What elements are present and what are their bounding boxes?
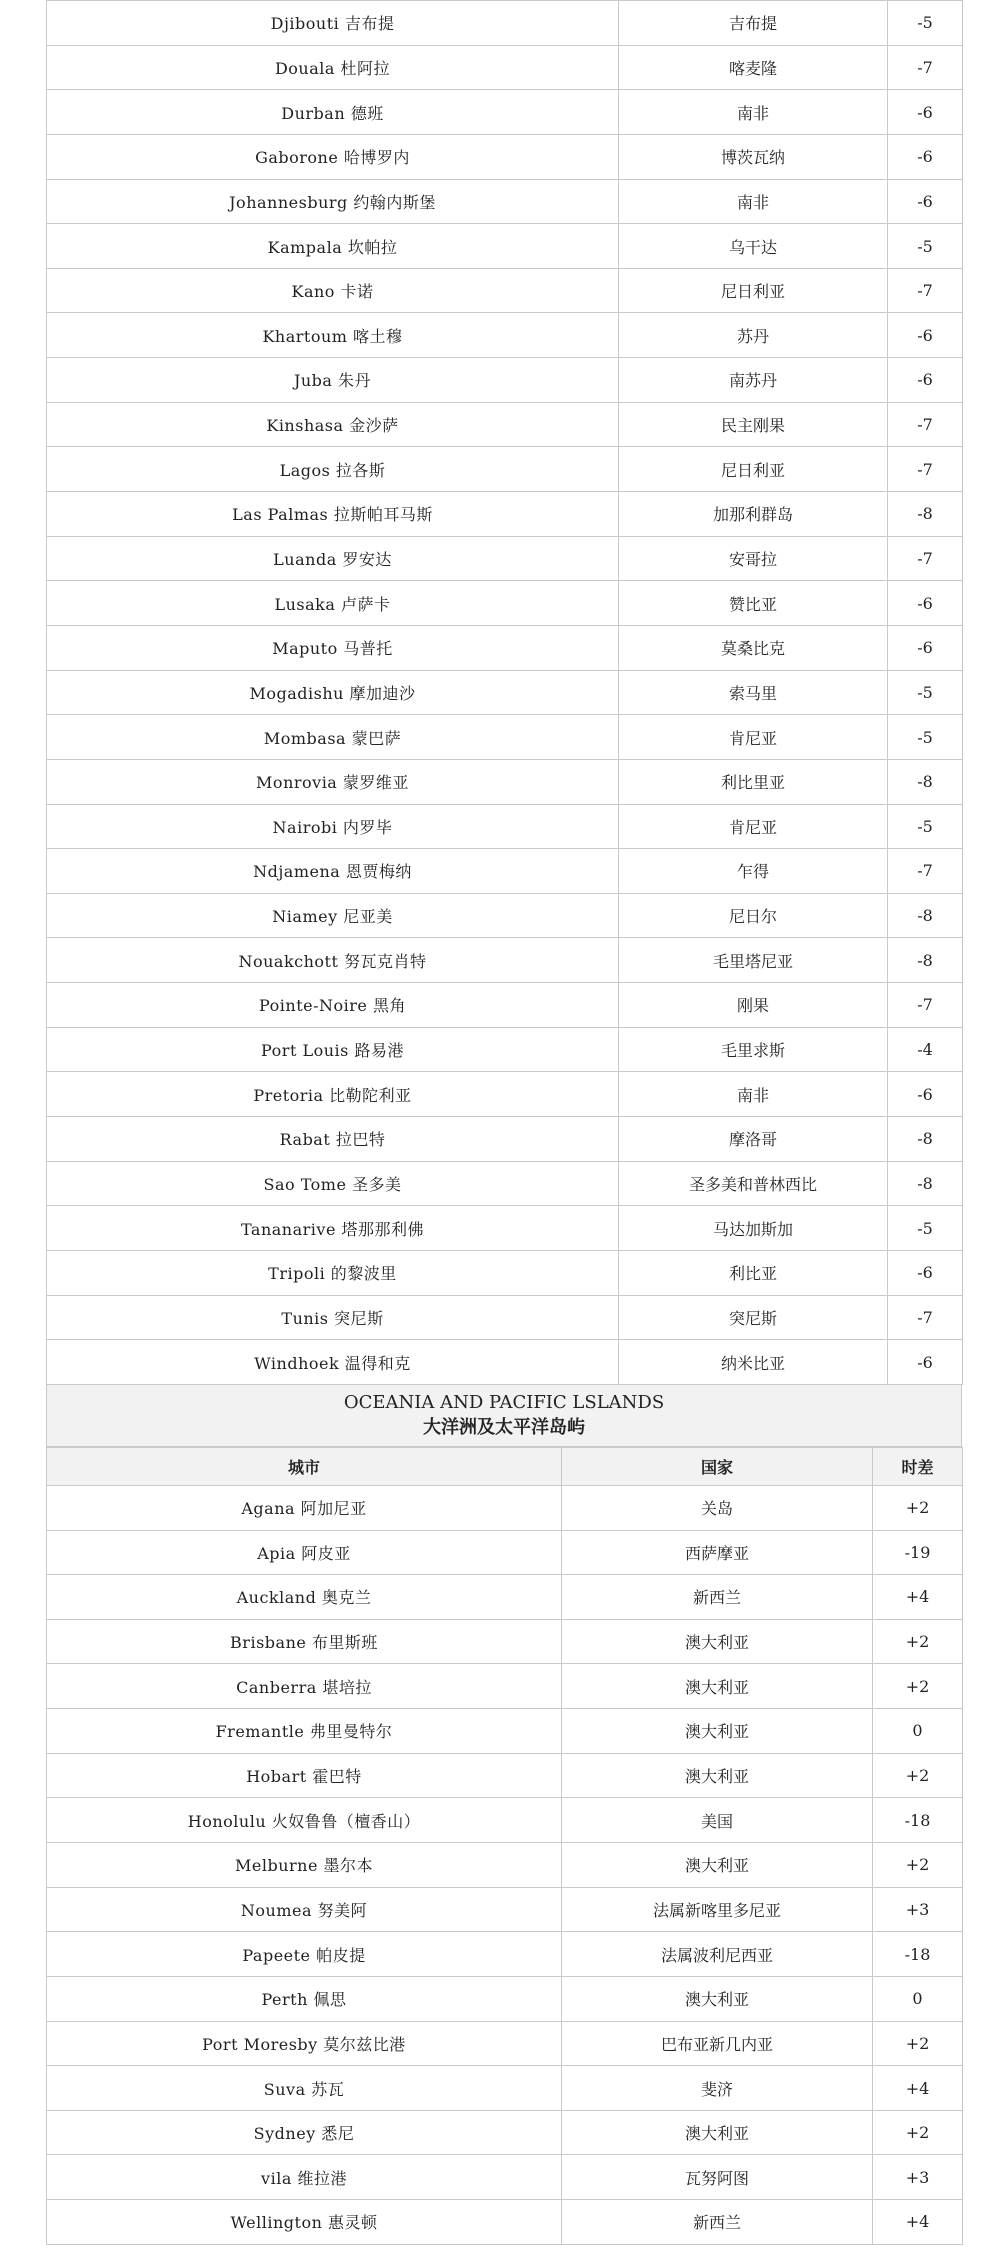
country-cell: 毛里求斯 [619,1027,888,1072]
time-difference-cell: -8 [888,759,963,804]
city-cell: Suva 苏瓦 [47,2066,562,2111]
city-cell: Perth 佩思 [47,1976,562,2021]
city-cell: Nouakchott 努瓦克肖特 [47,938,619,983]
time-difference-cell: -7 [888,849,963,894]
city-cell: Fremantle 弗里曼特尔 [47,1709,562,1754]
table-row [47,983,963,1028]
city-cell: Tananarive 塔那那利佛 [47,1206,619,1251]
country-cell: 利比亚 [619,1250,888,1295]
time-difference-cell: +4 [873,1575,963,1620]
time-difference-cell: -8 [888,893,963,938]
country-cell: 苏丹 [619,313,888,358]
city-cell: Johannesburg 约翰内斯堡 [47,179,619,224]
time-difference-cell: -8 [888,1161,963,1206]
city-cell: Noumea 努美阿 [47,1887,562,1932]
table-row [47,45,963,90]
time-difference-cell: -6 [888,179,963,224]
table-row [47,2200,963,2245]
table-row [47,1027,963,1072]
time-difference-cell: -19 [873,1530,963,1575]
country-cell: 斐济 [562,2066,873,2111]
city-cell: Nairobi 内罗毕 [47,804,619,849]
time-difference-cell: -6 [888,625,963,670]
country-cell: 肯尼亚 [619,804,888,849]
table-row [47,893,963,938]
time-difference-cell: +2 [873,1753,963,1798]
city-cell: Durban 德班 [47,90,619,135]
table-row [47,313,963,358]
time-difference-cell: -5 [888,224,963,269]
country-cell: 尼日尔 [619,893,888,938]
time-difference-cell: +2 [873,1485,963,1530]
time-difference-cell: -7 [888,983,963,1028]
table-row [47,492,963,537]
country-cell: 毛里塔尼亚 [619,938,888,983]
city-cell: Sao Tome 圣多美 [47,1161,619,1206]
column-header-country: 国家 [562,1447,873,1485]
table-row [47,715,963,760]
table-row [47,1932,963,1977]
country-cell: 澳大利亚 [562,1664,873,1709]
column-header-city: 城市 [47,1447,562,1485]
city-cell: Gaborone 哈博罗内 [47,134,619,179]
table-row [47,1072,963,1117]
timezone-document [46,0,962,2245]
city-cell: Hobart 霍巴特 [47,1753,562,1798]
country-cell: 肯尼亚 [619,715,888,760]
city-cell: Douala 杜阿拉 [47,45,619,90]
time-difference-cell: -7 [888,402,963,447]
section-title-zh: 大洋洲及太平洋岛屿 [423,1417,585,1439]
country-cell: 法属波利尼西亚 [562,1932,873,1977]
table-row [47,1798,963,1843]
city-cell: Windhoek 温得和克 [47,1340,619,1385]
table-row [47,1250,963,1295]
table-row [47,2066,963,2111]
time-difference-cell: -4 [888,1027,963,1072]
city-cell: Las Palmas 拉斯帕耳马斯 [47,492,619,537]
table-row [47,849,963,894]
time-difference-cell: -8 [888,1117,963,1162]
table-row [47,447,963,492]
table-row [47,1619,963,1664]
time-difference-cell: -18 [873,1932,963,1977]
city-cell: Lagos 拉各斯 [47,447,619,492]
country-cell: 加那利群岛 [619,492,888,537]
section-title-en: OCEANIA AND PACIFIC LSLANDS [343,1392,665,1414]
country-cell: 南苏丹 [619,358,888,403]
country-cell: 索马里 [619,670,888,715]
time-difference-cell: -5 [888,1,963,46]
city-cell: Brisbane 布里斯班 [47,1619,562,1664]
table-row [47,1887,963,1932]
time-difference-cell: 0 [873,1976,963,2021]
country-cell: 新西兰 [562,1575,873,1620]
time-difference-cell: +3 [873,2155,963,2200]
time-difference-cell: -6 [888,1072,963,1117]
country-cell: 西萨摩亚 [562,1530,873,1575]
city-cell: Pointe-Noire 黑角 [47,983,619,1028]
table-row [47,625,963,670]
country-cell: 澳大利亚 [562,1619,873,1664]
city-cell: Mombasa 蒙巴萨 [47,715,619,760]
city-cell: Mogadishu 摩加迪沙 [47,670,619,715]
city-cell: Papeete 帕皮提 [47,1932,562,1977]
table-row [47,2155,963,2200]
time-difference-cell: +2 [873,2021,963,2066]
city-cell: Niamey 尼亚美 [47,893,619,938]
country-cell: 博茨瓦纳 [619,134,888,179]
city-cell: Pretoria 比勒陀利亚 [47,1072,619,1117]
city-cell: Khartoum 喀土穆 [47,313,619,358]
city-cell: Kano 卡诺 [47,268,619,313]
country-cell: 民主刚果 [619,402,888,447]
time-difference-cell: -6 [888,358,963,403]
city-cell: Juba 朱丹 [47,358,619,403]
table-row [47,759,963,804]
table-row [47,1206,963,1251]
table-row [47,1530,963,1575]
table-row [47,268,963,313]
time-difference-cell: -6 [888,134,963,179]
country-cell: 巴布亚新几内亚 [562,2021,873,2066]
time-difference-cell: -7 [888,1295,963,1340]
city-cell: Honolulu 火奴鲁鲁（檀香山） [47,1798,562,1843]
time-difference-cell: +2 [873,1842,963,1887]
table-row [47,1340,963,1385]
table-row [47,134,963,179]
country-cell: 澳大利亚 [562,1709,873,1754]
country-cell: 关岛 [562,1485,873,1530]
table-row [47,1117,963,1162]
country-cell: 新西兰 [562,2200,873,2245]
table-row [47,1753,963,1798]
table-row [47,938,963,983]
city-cell: Tunis 突尼斯 [47,1295,619,1340]
country-cell: 摩洛哥 [619,1117,888,1162]
country-cell: 安哥拉 [619,536,888,581]
city-cell: Kampala 坎帕拉 [47,224,619,269]
city-cell: vila 维拉港 [47,2155,562,2200]
city-cell: Monrovia 蒙罗维亚 [47,759,619,804]
city-cell: Port Louis 路易港 [47,1027,619,1072]
country-cell: 尼日利亚 [619,268,888,313]
time-difference-cell: -7 [888,45,963,90]
table-row [47,581,963,626]
country-cell: 乌干达 [619,224,888,269]
oceania-timezone-table [46,1447,963,2245]
table-row [47,402,963,447]
city-cell: Djibouti 吉布提 [47,1,619,46]
country-cell: 乍得 [619,849,888,894]
table-row [47,1664,963,1709]
country-cell: 利比里亚 [619,759,888,804]
table-row [47,1,963,46]
city-cell: Apia 阿皮亚 [47,1530,562,1575]
table-row [47,179,963,224]
city-cell: Maputo 马普托 [47,625,619,670]
city-cell: Lusaka 卢萨卡 [47,581,619,626]
table-row [47,1976,963,2021]
country-cell: 纳米比亚 [619,1340,888,1385]
time-difference-cell: -6 [888,90,963,135]
city-cell: Kinshasa 金沙萨 [47,402,619,447]
city-cell: Port Moresby 莫尔兹比港 [47,2021,562,2066]
time-difference-cell: -18 [873,1798,963,1843]
table-header-row [47,1447,963,1485]
time-difference-cell: +2 [873,1619,963,1664]
time-difference-cell: -7 [888,536,963,581]
time-difference-cell: -6 [888,581,963,626]
country-cell: 圣多美和普林西比 [619,1161,888,1206]
city-cell: Agana 阿加尼亚 [47,1485,562,1530]
time-difference-cell: -6 [888,1340,963,1385]
table-row [47,670,963,715]
time-difference-cell: +4 [873,2200,963,2245]
table-row [47,2110,963,2155]
country-cell: 法属新喀里多尼亚 [562,1887,873,1932]
africa-timezone-table [46,0,963,1385]
table-row [47,1575,963,1620]
table-row [47,2021,963,2066]
time-difference-cell: +2 [873,1664,963,1709]
country-cell: 尼日利亚 [619,447,888,492]
time-difference-cell: +4 [873,2066,963,2111]
city-cell: Ndjamena 恩贾梅纳 [47,849,619,894]
time-difference-cell: -7 [888,447,963,492]
city-cell: Rabat 拉巴特 [47,1117,619,1162]
country-cell: 澳大利亚 [562,1976,873,2021]
country-cell: 赞比亚 [619,581,888,626]
time-difference-cell: -5 [888,715,963,760]
time-difference-cell: -5 [888,804,963,849]
city-cell: Canberra 堪培拉 [47,1664,562,1709]
city-cell: Sydney 悉尼 [47,2110,562,2155]
time-difference-cell: +3 [873,1887,963,1932]
country-cell: 澳大利亚 [562,1842,873,1887]
country-cell: 喀麦隆 [619,45,888,90]
oceania-section-heading [46,1385,962,1447]
table-row [47,224,963,269]
city-cell: Auckland 奥克兰 [47,1575,562,1620]
time-difference-cell: -6 [888,313,963,358]
time-difference-cell: -7 [888,268,963,313]
time-difference-cell: -5 [888,670,963,715]
country-cell: 突尼斯 [619,1295,888,1340]
time-difference-cell: -5 [888,1206,963,1251]
country-cell: 南非 [619,1072,888,1117]
table-row [47,536,963,581]
city-cell: Tripoli 的黎波里 [47,1250,619,1295]
country-cell: 吉布提 [619,1,888,46]
time-difference-cell: +2 [873,2110,963,2155]
country-cell: 美国 [562,1798,873,1843]
time-difference-cell: -8 [888,492,963,537]
country-cell: 莫桑比克 [619,625,888,670]
country-cell: 南非 [619,90,888,135]
table-row [47,1485,963,1530]
country-cell: 瓦努阿图 [562,2155,873,2200]
time-difference-cell: -8 [888,938,963,983]
column-header-time-difference: 时差 [873,1447,963,1485]
country-cell: 马达加斯加 [619,1206,888,1251]
table-row [47,1161,963,1206]
city-cell: Wellington 惠灵顿 [47,2200,562,2245]
table-row [47,358,963,403]
city-cell: Luanda 罗安达 [47,536,619,581]
country-cell: 澳大利亚 [562,1753,873,1798]
city-cell: Melburne 墨尔本 [47,1842,562,1887]
time-difference-cell: -6 [888,1250,963,1295]
table-row [47,90,963,135]
country-cell: 澳大利亚 [562,2110,873,2155]
country-cell: 南非 [619,179,888,224]
time-difference-cell: 0 [873,1709,963,1754]
table-row [47,1842,963,1887]
country-cell: 刚果 [619,983,888,1028]
table-row [47,1709,963,1754]
table-row [47,1295,963,1340]
table-row [47,804,963,849]
